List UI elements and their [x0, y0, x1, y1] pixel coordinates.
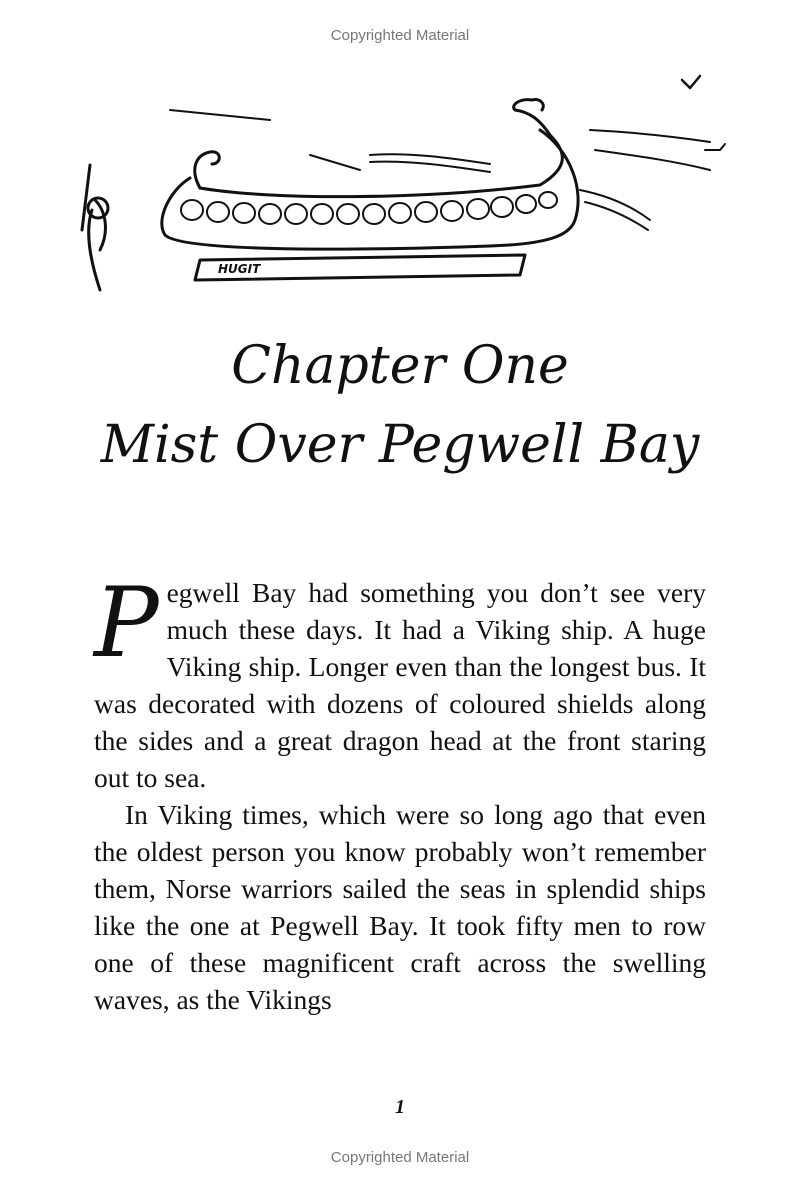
page-number: 1 [395, 1096, 405, 1118]
chapter-title: Mist Over Pegwell Bay [100, 415, 700, 475]
paragraph-2: In Viking times, which were so long ago that even the oldest person you know probably won’t remember them, Norse warriors sailed the seas in splendid ships like the one at Pegwell Bay. It took fifty men to row one of these magnificent craft across the swelling waves, as the Vikings [94, 799, 706, 1015]
viking-ship-illustration [70, 60, 760, 310]
paragraph-1-text: egwell Bay had something you don’t see very much these days. It had a Viking ship. A huge Viking ship. Longer even than the longest bus. It was decorated with dozens of coloured shields along the sides and a great dragon head at the front staring out to sea. [94, 577, 706, 793]
dragon-neck [514, 100, 550, 135]
viking-figure [82, 165, 105, 290]
paragraph-1 [94, 567, 706, 796]
ship-hull [162, 130, 578, 249]
chapter-number: Chapter One [231, 336, 569, 396]
drop-cap: P [94, 567, 159, 679]
bird [682, 76, 700, 88]
copyright-watermark-top: Copyrighted Material [330, 27, 470, 44]
ship-tail-curl [195, 152, 219, 188]
ship-gunwale [200, 135, 562, 197]
body-text [94, 567, 706, 1018]
plank-label: HUGIT [218, 262, 261, 276]
copyright-watermark-bottom: Copyrighted Material [330, 1149, 470, 1166]
